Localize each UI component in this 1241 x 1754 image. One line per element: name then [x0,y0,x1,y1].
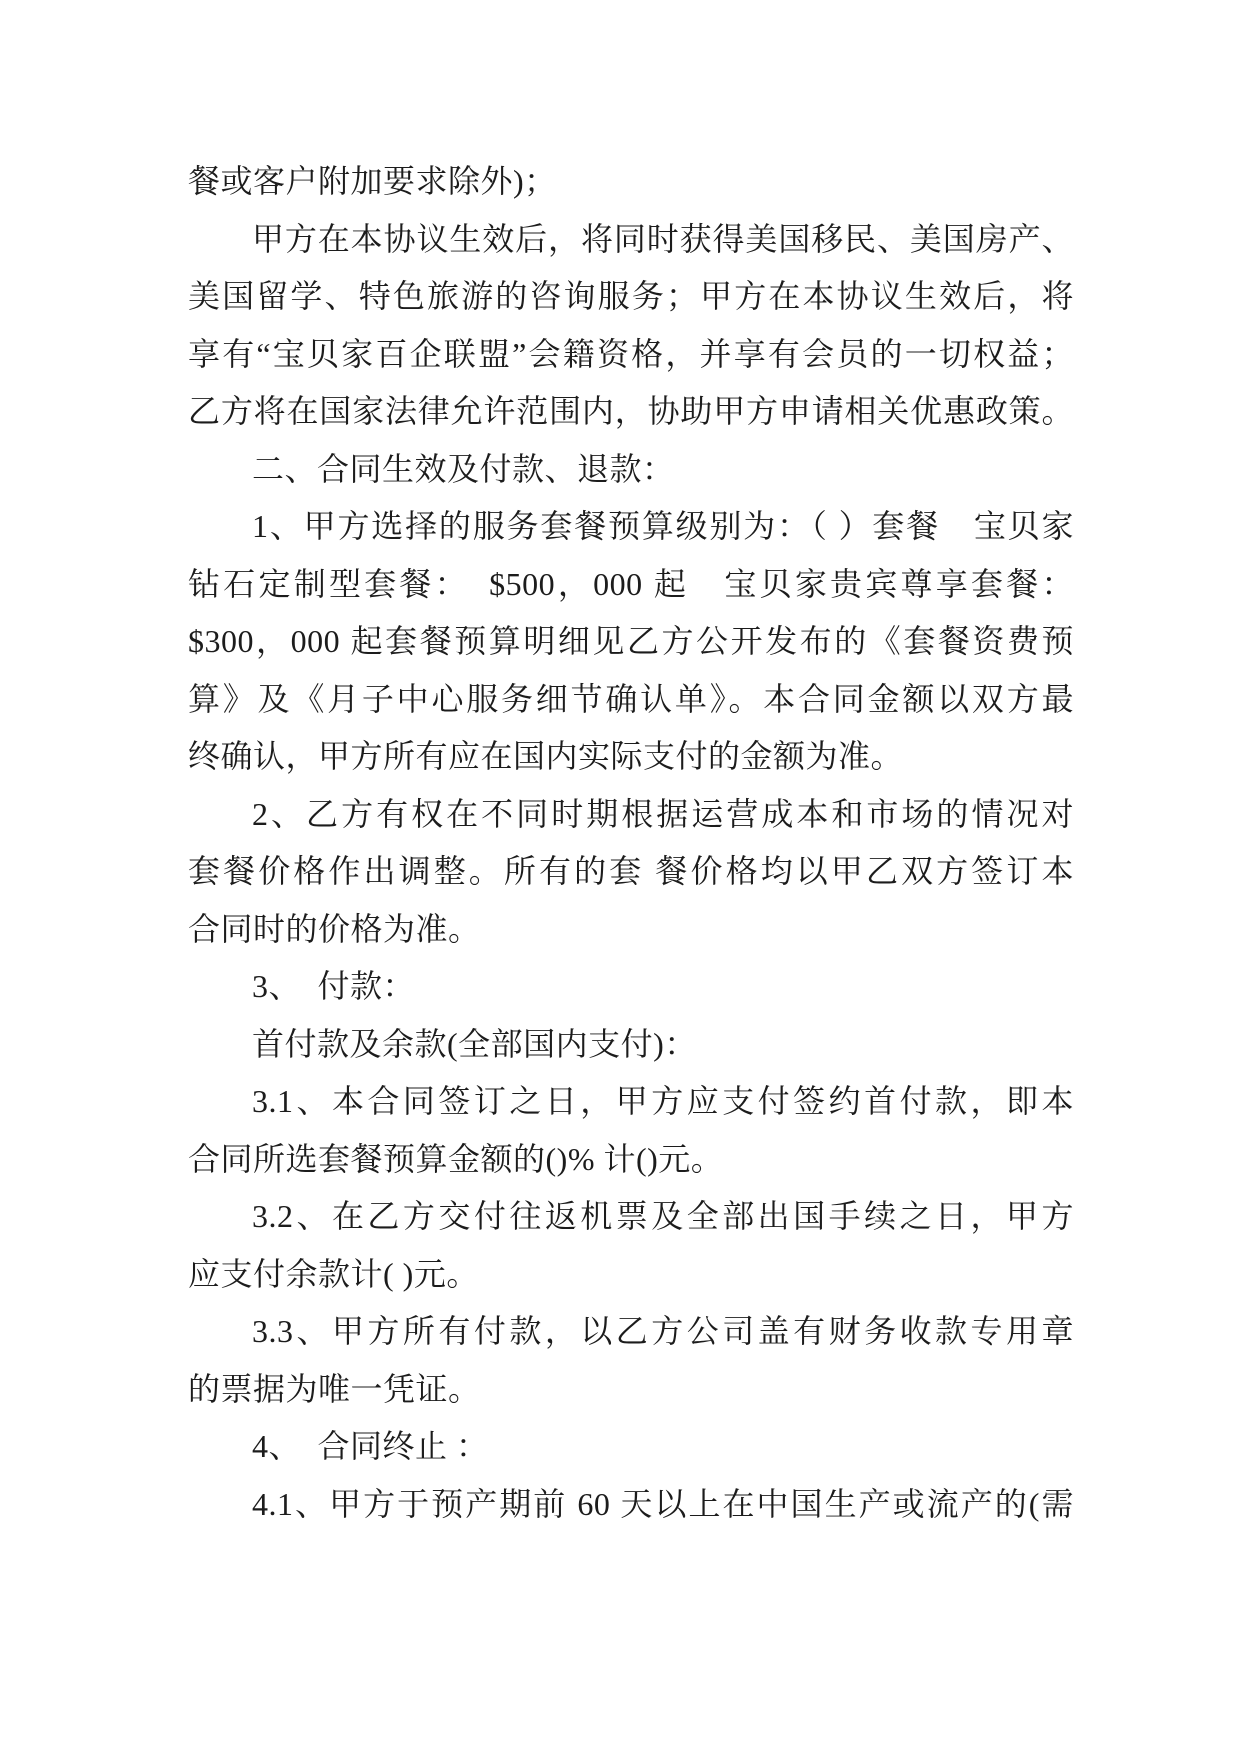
section-heading: 二、合同生效及付款、退款： [252,450,675,487]
text-line: 合同时的价格为准。 [188,910,481,947]
text-line: 甲方在本协议生效后，将同时获得美国移民、美国房产、 [252,220,1074,257]
text-line: 乙方将在国家法律允许范围内，协助甲方申请相关优惠政策。 [188,393,1074,429]
text-line: 的票据为唯一凭证。 [188,1370,481,1407]
text-line: 终确认，甲方所有应在国内实际支付的金额为准。 [188,738,904,774]
text-line: 3.2、在乙方交付往返机票及全部出国手续之日，甲方 [252,1198,1074,1234]
text-line: 美国留学、特色旅游的咨询服务；甲方在本协议生效后，将 [188,278,1074,314]
text-line: 享有“宝贝家百企联盟”会籍资格，并享有会员的一切权益； [188,335,1074,372]
text-line: 应支付余款计( )元。 [188,1255,479,1292]
contract-text-block [188,153,1074,1533]
text-line: $300，000 起套餐预算明细见乙方公开发布的《套餐资费预 [188,623,1074,659]
text-line: 3.1、本合同签订之日，甲方应支付签约首付款，即本 [252,1083,1074,1119]
text-line: 3.3、甲方所有付款，以乙方公司盖有财务收款专用章 [252,1313,1074,1349]
section-heading: 4、 合同终止 ： [252,1428,489,1464]
text-line: 首付款及余款(全部国内支付)： [252,1025,697,1062]
text-line: 算》及《月子中心服务细节确认单》。本合同金额以双方最 [188,680,1074,717]
text-line: 餐或客户附加要求除外)； [188,163,557,199]
section-heading: 3、 付款： [252,968,416,1004]
text-line: 钻石定制型套餐： $500，000 起 宝贝家贵宾尊享套餐： [188,565,1074,602]
text-line: 2、乙方有权在不同时期根据运营成本和市场的情况对 [252,795,1074,832]
text-line: 合同所选套餐预算金额的()% 计()元。 [188,1140,724,1177]
text-line: 4.1、甲方于预产期前 60 天以上在中国生产或流产的(需 [252,1485,1074,1522]
text-line: 套餐价格作出调整。所有的套 餐价格均以甲乙双方签订本 [188,853,1074,889]
text-line: 1、甲方选择的服务套餐预算级别为：（ ）套餐 宝贝家 [252,508,1074,544]
